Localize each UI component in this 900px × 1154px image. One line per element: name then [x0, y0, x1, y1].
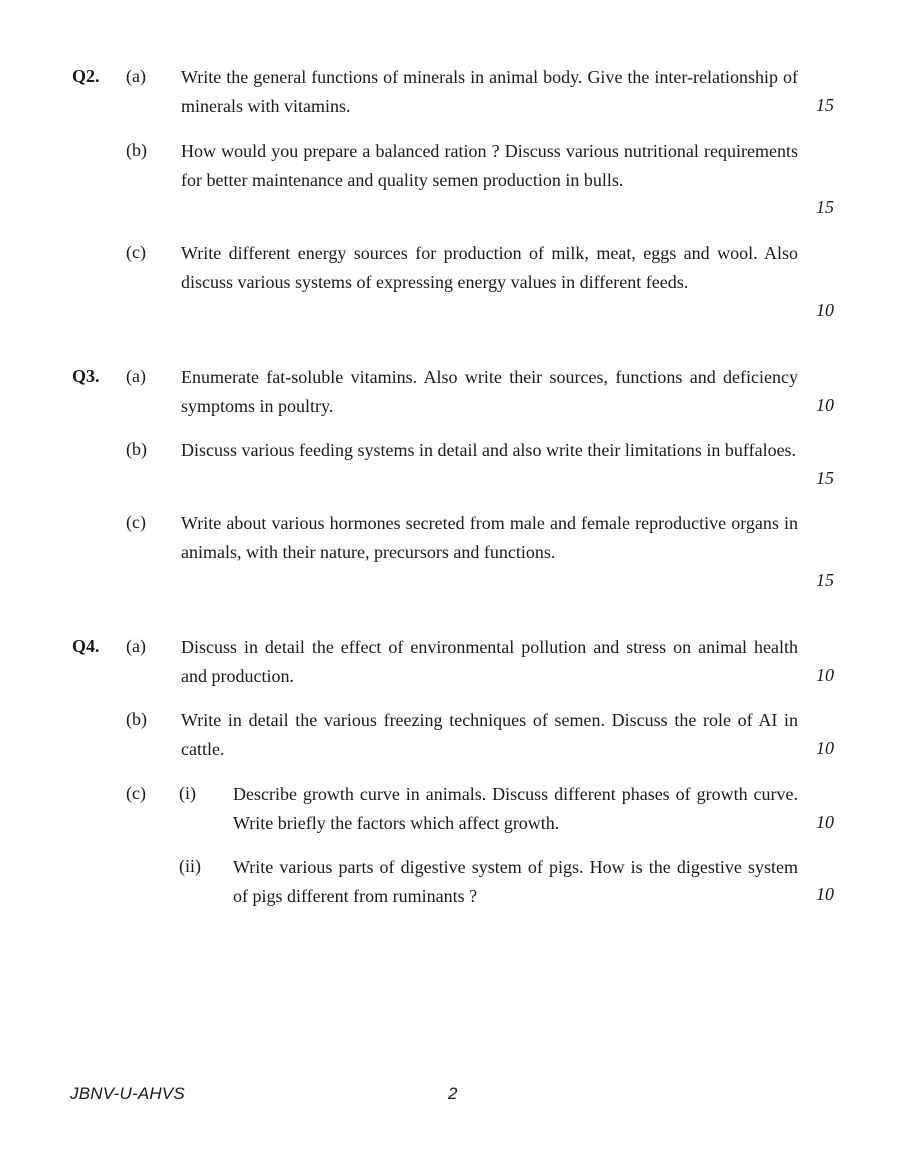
marks: 15	[816, 197, 834, 217]
marks: 10	[816, 884, 834, 904]
part-label: (c)	[126, 783, 146, 803]
marks: 10	[816, 812, 834, 832]
question-text: Discuss in detail the effect of environmental pollution and stress on animal health and production.	[181, 637, 798, 686]
part-label: (a)	[126, 366, 146, 386]
marks: 15	[816, 570, 834, 590]
part-label: (b)	[126, 709, 147, 729]
marks: 10	[816, 395, 834, 415]
part-label: (b)	[126, 439, 147, 459]
question-text: Write about various hormones secreted from male and female reproductive organs in animals, with their nature, precursors and functions.	[181, 513, 798, 562]
question-text: Describe growth curve in animals. Discuss different phases of growth curve. Write briefly the factors which affect growth.	[233, 784, 798, 833]
part-label: (b)	[126, 140, 147, 160]
marks: 10	[816, 300, 834, 320]
question-text: Write the general functions of minerals in animal body. Give the inter-relationship of minerals with vitamins.	[181, 67, 798, 116]
marks: 10	[816, 665, 834, 685]
marks: 15	[816, 95, 834, 115]
part-label: (c)	[126, 242, 146, 262]
question-text: Discuss various feeding systems in detail and also write their limitations in buffaloes.	[181, 440, 797, 460]
question-text: Write various parts of digestive system of pigs. How is the digestive system of pigs different from ruminants ?	[233, 857, 798, 906]
question-text: Enumerate fat-soluble vitamins. Also write their sources, functions and deficiency symptoms in poultry.	[181, 367, 798, 416]
question-text: How would you prepare a balanced ration ? Discuss various nutritional requirements for better maintenance and quality semen production in bulls.	[181, 141, 798, 190]
page-number: 2	[448, 1084, 458, 1103]
question-number: Q3.	[72, 366, 100, 386]
paper-code: JBNV-U-AHVS	[70, 1084, 185, 1103]
marks: 15	[816, 468, 834, 488]
part-label: (a)	[126, 66, 146, 86]
part-label: (c)	[126, 512, 146, 532]
subpart-label: (i)	[179, 783, 196, 803]
part-label: (a)	[126, 636, 146, 656]
subpart-label: (ii)	[179, 856, 201, 876]
question-number: Q2.	[72, 66, 100, 86]
question-text: Write in detail the various freezing techniques of semen. Discuss the role of AI in cattle.	[181, 710, 798, 759]
question-text: Write different energy sources for production of milk, meat, eggs and wool. Also discuss various systems of expressing energy values in different feeds.	[181, 243, 798, 292]
question-number: Q4.	[72, 636, 100, 656]
marks: 10	[816, 738, 834, 758]
